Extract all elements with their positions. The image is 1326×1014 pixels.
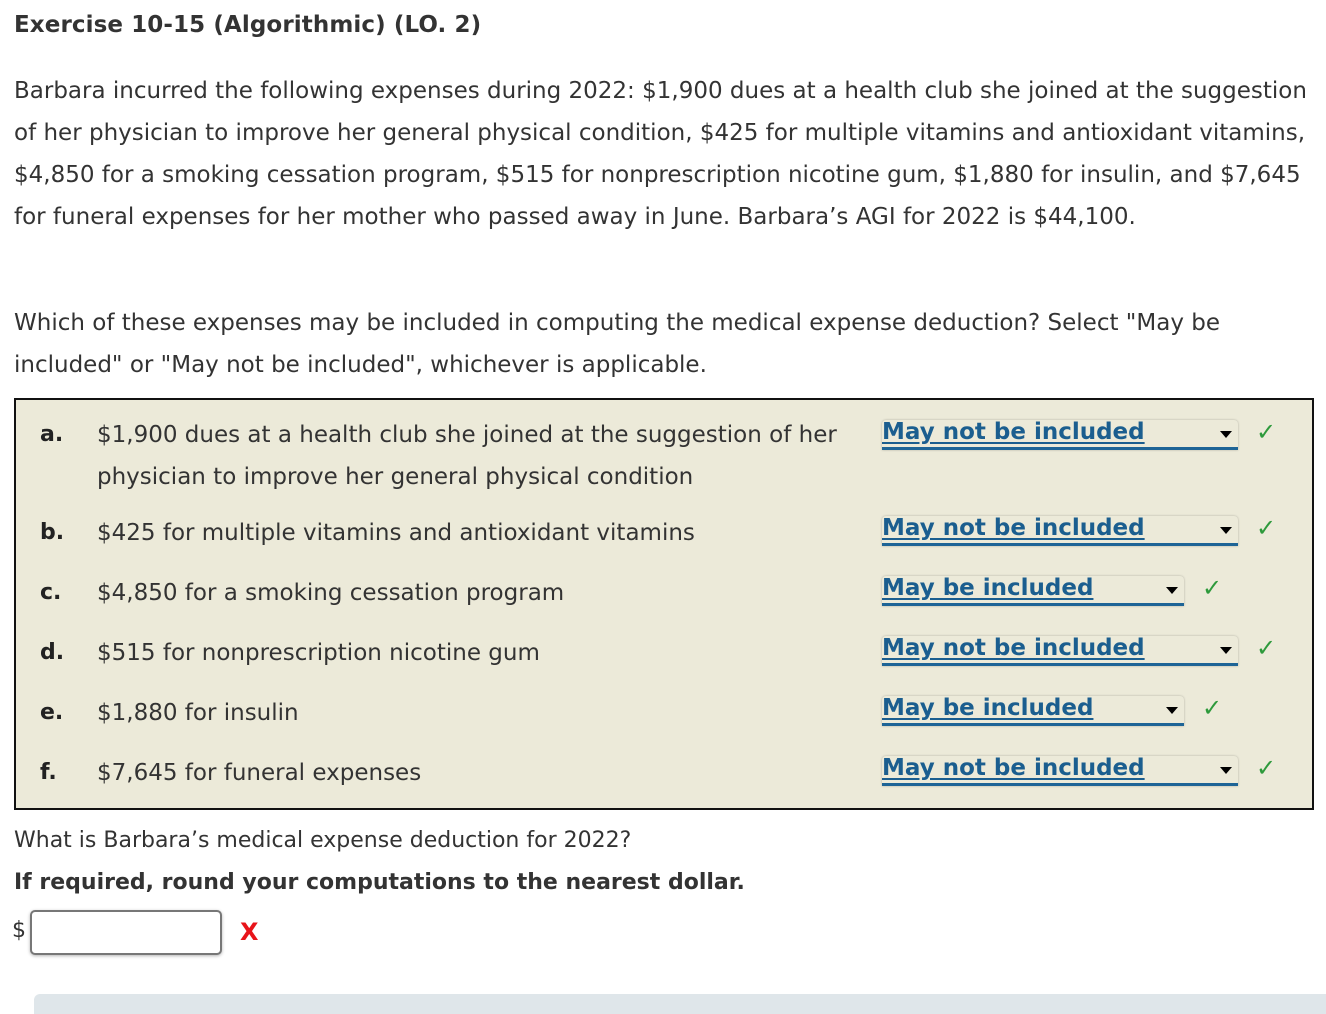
- chevron-down-icon: [1220, 431, 1232, 438]
- scenario-text: Barbara incurred the following expenses during 2022: $1,900 dues at a health club she joined at the suggestion of her physician to improve her general physical condition, $425 for multiple vitamins and antioxidant vitamins, $4,850 for a smoking cessation program, $515 for nonprescription nicotine gum, $1,880 for insulin, and $7,645 for funeral expenses for her mother who passed away in June. Barbara’s AGI for 2022 is $44,100.: [14, 78, 1307, 230]
- chevron-down-icon: [1220, 527, 1232, 534]
- question2-prompt: What is Barbara’s medical expense deduction for 2022?: [14, 828, 632, 853]
- chevron-down-icon: [1166, 707, 1178, 714]
- item-text: $1,900 dues at a health club she joined at the suggestion of her physician to improve her general physical condition: [97, 422, 837, 490]
- chevron-down-icon: [1220, 767, 1232, 774]
- checkmark-icon: ✓: [1256, 418, 1277, 446]
- item-letter: c.: [40, 580, 62, 605]
- inclusion-select-b[interactable]: [882, 516, 1238, 546]
- item-letter: e.: [40, 700, 64, 725]
- checkmark-icon: ✓: [1256, 754, 1277, 782]
- exercise-title: Exercise 10-15 (Algorithmic) (LO. 2): [14, 12, 482, 38]
- expense-classification-box: [14, 398, 1314, 810]
- select-value: May not be included: [882, 755, 1145, 781]
- rounding-instruction: If required, round your computations to the nearest dollar.: [14, 870, 745, 895]
- item-text: $4,850 for a smoking cessation program: [97, 580, 565, 606]
- item-text: $425 for multiple vitamins and antioxidant vitamins: [97, 520, 695, 546]
- item-text: $7,645 for funeral expenses: [97, 760, 422, 786]
- item-letter: b.: [40, 520, 65, 545]
- incorrect-x-icon: X: [240, 918, 259, 946]
- chevron-down-icon: [1220, 647, 1232, 654]
- inclusion-select-e[interactable]: [882, 696, 1184, 726]
- inclusion-select-a[interactable]: [882, 420, 1238, 450]
- inclusion-select-c[interactable]: [882, 576, 1184, 606]
- select-value: May not be included: [882, 419, 1145, 445]
- select-value: May be included: [882, 575, 1094, 601]
- item-text: $1,880 for insulin: [97, 700, 299, 726]
- deduction-amount-input[interactable]: [30, 910, 222, 955]
- inclusion-select-d[interactable]: [882, 636, 1238, 666]
- select-value: May be included: [882, 695, 1094, 721]
- item-letter: a.: [40, 422, 64, 447]
- item-letter: f.: [40, 760, 57, 785]
- question1-prompt: Which of these expenses may be included in computing the medical expense deduction? Select "May be included" or "May not be included", whichever is applicable.: [14, 310, 1220, 378]
- checkmark-icon: ✓: [1256, 514, 1277, 542]
- item-text: $515 for nonprescription nicotine gum: [97, 640, 540, 666]
- checkmark-icon: ✓: [1202, 574, 1223, 602]
- checkmark-icon: ✓: [1256, 634, 1277, 662]
- item-letter: d.: [40, 640, 65, 665]
- chevron-down-icon: [1166, 587, 1178, 594]
- feedback-panel: [34, 994, 1326, 1014]
- select-value: May not be included: [882, 635, 1145, 661]
- checkmark-icon: ✓: [1202, 694, 1223, 722]
- currency-symbol: $: [12, 918, 26, 943]
- select-value: May not be included: [882, 515, 1145, 541]
- inclusion-select-f[interactable]: [882, 756, 1238, 786]
